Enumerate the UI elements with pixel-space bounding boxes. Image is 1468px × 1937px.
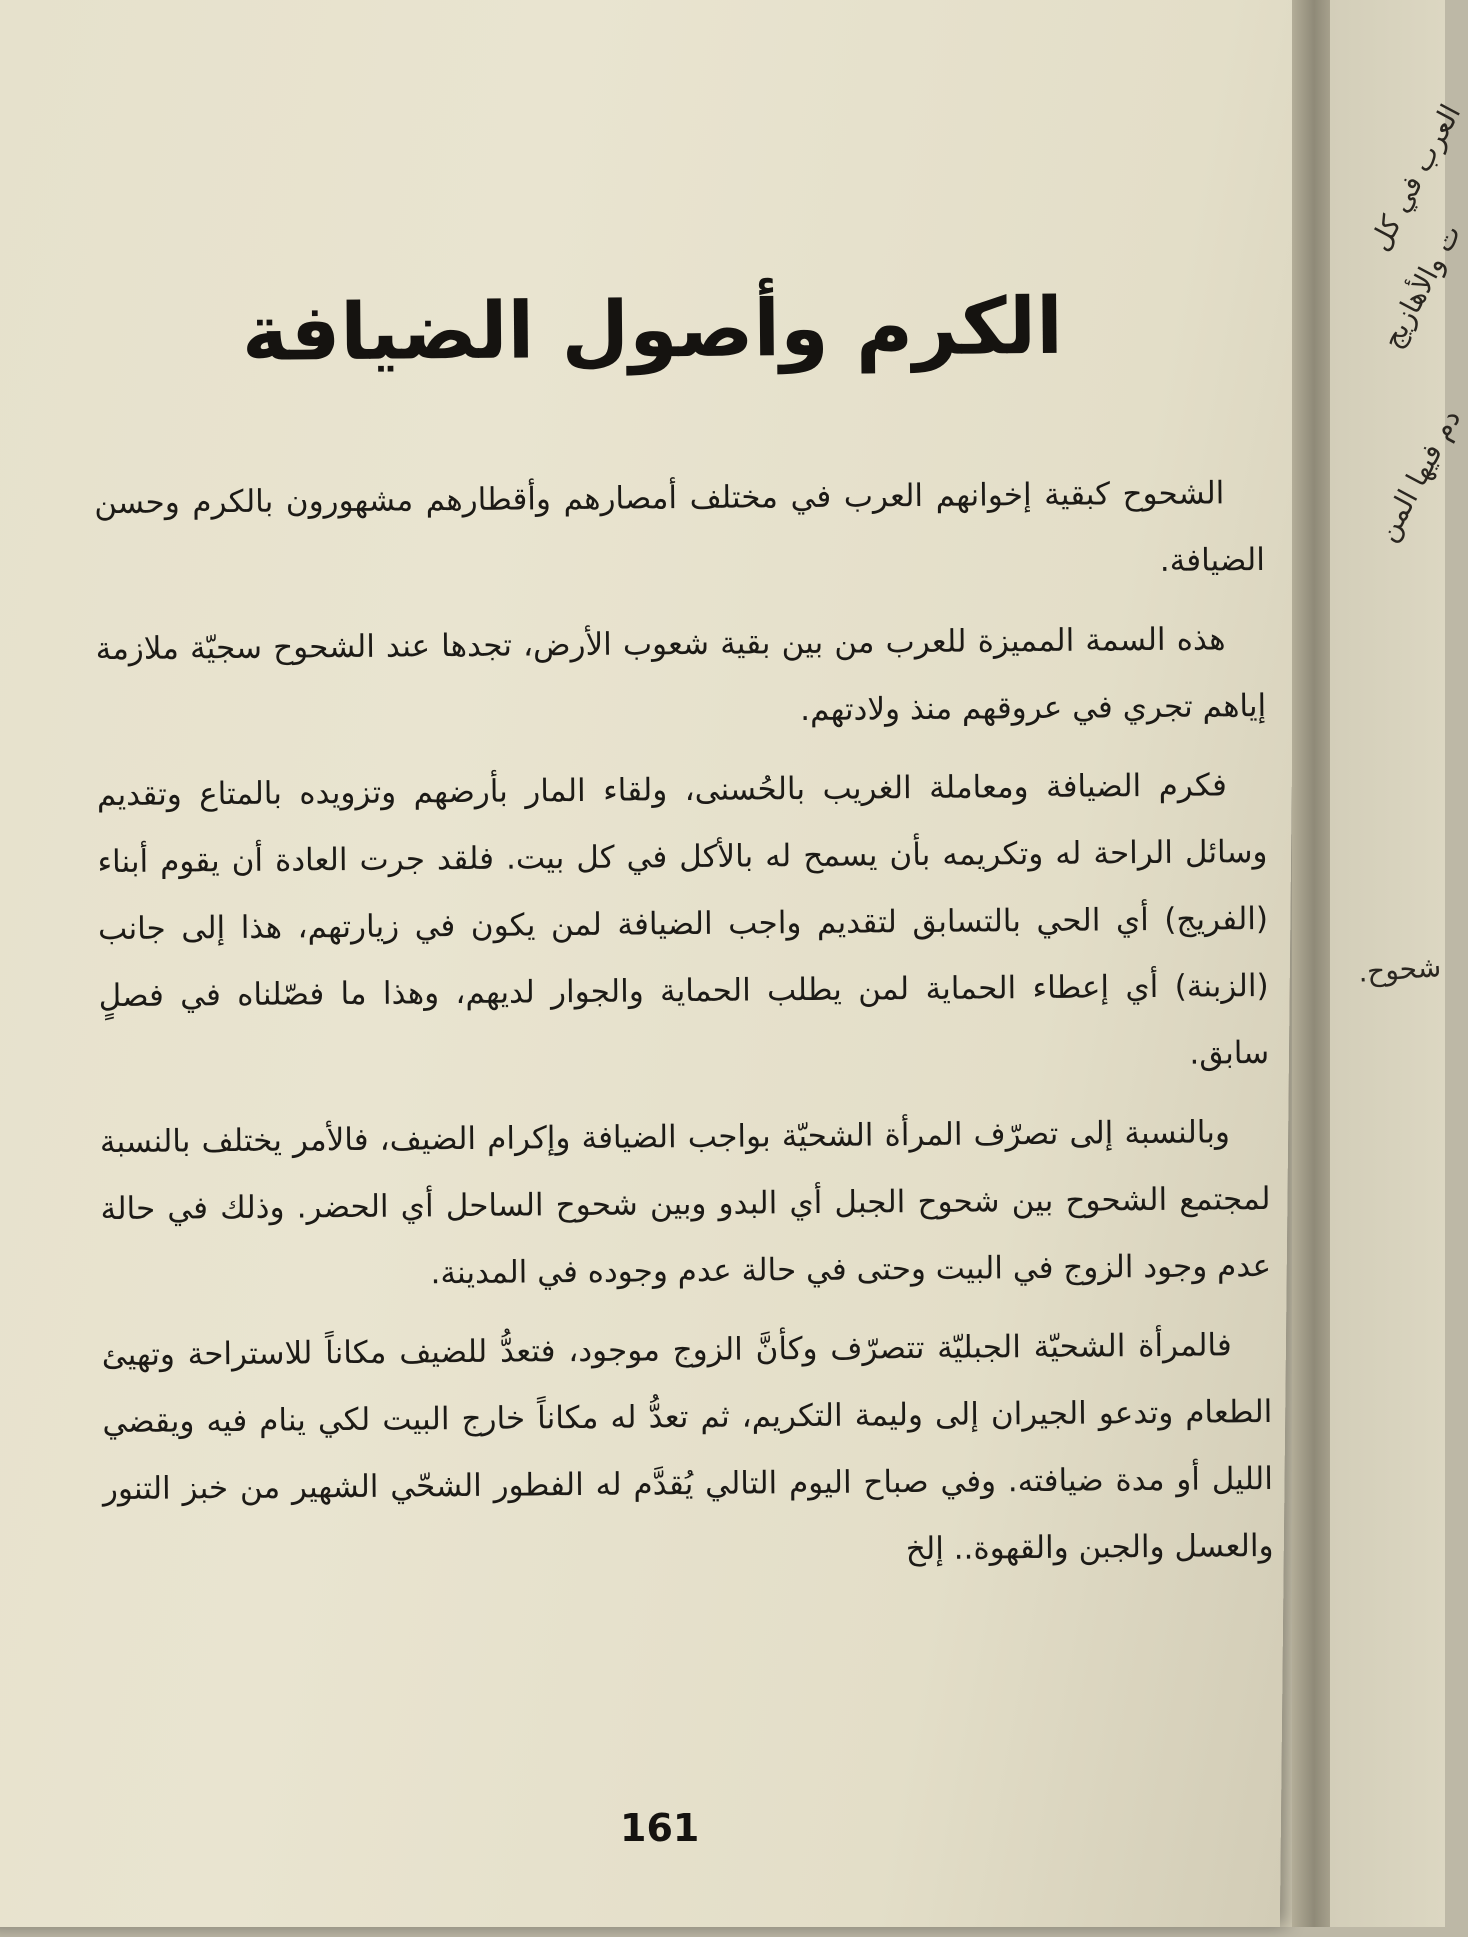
page-number: 161	[620, 1806, 700, 1850]
page-content	[90, 0, 1277, 1937]
chapter-title: الكرم وأصول الضيافة	[241, 281, 1064, 379]
paragraph: فالمرأة الشحيّة الجبليّة تتصرّف وكأنَّ الزوج موجود، فتعدُّ للضيف مكاناً للاستراحة وتهيئ الطعام وتدعو الجيران إلى وليمة التكريم، ثم تعدُّ له مكاناً خارج البيت لكي ينام فيه ويقضي الليل أو مدة ضيافته. وفي صباح اليوم التالي يُقدَّم له الفطور الشحّي الشهير من خبز التنور والعسل والجبن والقهوة.. إلخ	[101, 1327, 1274, 1568]
paragraph: فكرم الضيافة ومعاملة الغريب بالحُسنى، ولقاء المار بأرضهم وتزويده بالمتاع وتقديم وسائل الراحة له وتكريمه بأن يسمح له بالأكل في كل بيت. فلقد جرت العادة أن يقوم أبناء (الفريج) أي الحي بالتسابق لتقديم واجب الضيافة لمن يكون في زيارتهم، هذا إلى جانب (الزبنة) أي إعطاء الحماية لمن يطلب الحماية والجوار لديهم، وهذا ما فصّلناه في فصلٍ سابق.	[96, 767, 1270, 1072]
adjacent-page-line: شحوح.	[1357, 950, 1443, 989]
paragraph: الشحوح كبقية إخوانهم العرب في مختلف أمصارهم وأقطارهم مشهورون بالكرم وحسن الضيافة.	[94, 475, 1266, 579]
adjacent-page-line: ت والأهازيج	[1374, 218, 1468, 354]
body-text	[94, 460, 1274, 1602]
adjacent-page-line: دم فيها المن	[1370, 403, 1468, 548]
adjacent-page-line: العرب في كل	[1362, 98, 1468, 257]
paragraph: وبالنسبة إلى تصرّف المرأة الشحيّة بواجب الضيافة وإكرام الضيف، فالأمر يختلف بالنسبة لمجتمع الشحوح بين شحوح الجبل أي البدو وبين شحوح الساحل أي الحضر. وذلك في حالة عدم وجود الزوج في البيت وحتى في حالة عدم وجوده في المدينة.	[99, 1114, 1272, 1292]
book-gutter	[1292, 0, 1332, 1927]
paragraph: هذه السمة المميزة للعرب من بين بقية شعوب الأرض، تجدها عند الشحوح سجيّة ملازمة إياهم تجري في عروقهم منذ ولادتهم.	[95, 621, 1267, 729]
adjacent-page-edge	[1330, 0, 1468, 1927]
